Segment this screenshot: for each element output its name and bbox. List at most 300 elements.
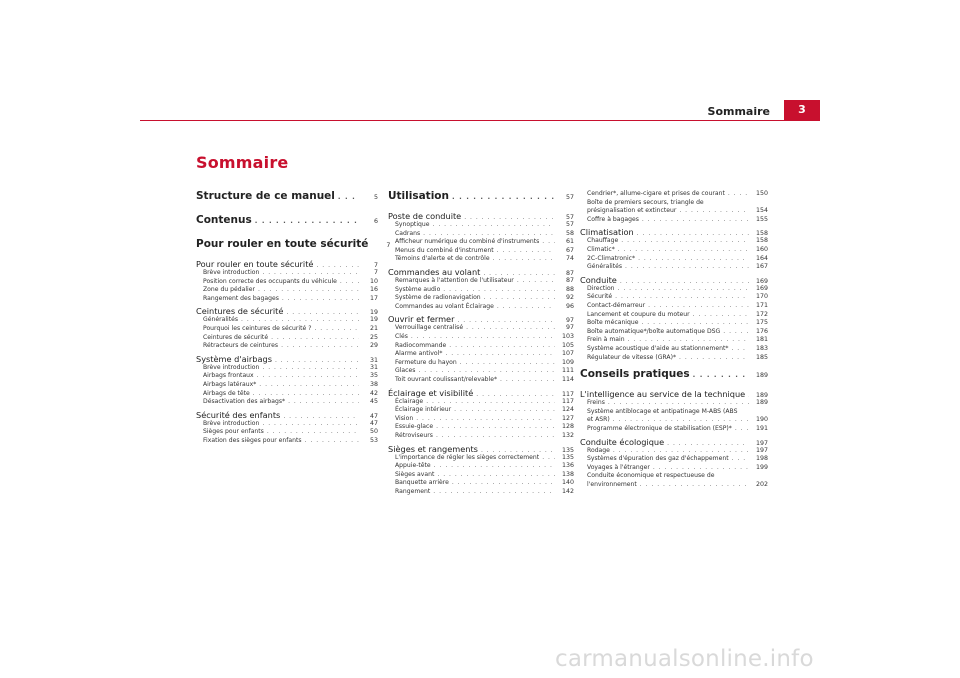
toc-entry-section[interactable] bbox=[587, 199, 768, 216]
toc-leader-dots bbox=[642, 216, 749, 223]
toc-entry-section[interactable] bbox=[196, 390, 378, 397]
toc-entry-page: 57 bbox=[565, 194, 574, 201]
toc-entry-section[interactable] bbox=[580, 425, 768, 432]
toc-entry-label: Désactivation des airbags* bbox=[203, 398, 286, 406]
toc-entry-label: Rétracteurs de ceintures bbox=[203, 342, 279, 350]
toc-entry-label: Synoptique bbox=[395, 221, 430, 228]
toc-entry-label: Remarques à l'attention de l'utilisateur bbox=[395, 277, 514, 284]
toc-leader-dots bbox=[732, 455, 749, 462]
toc-leader-dots bbox=[436, 432, 555, 439]
toc-entry-label: Pour rouler en toute sécurité bbox=[196, 259, 314, 269]
toc-entry-section[interactable] bbox=[196, 286, 378, 293]
toc-entry-page: 136 bbox=[561, 462, 574, 470]
toc-entry-label: 2C-Climatronic* bbox=[587, 254, 636, 262]
toc-entry-section[interactable] bbox=[388, 398, 574, 405]
toc-entry-chapter[interactable] bbox=[196, 410, 378, 420]
toc-leader-dots bbox=[500, 376, 555, 383]
toc-entry-label: Appuie-tête bbox=[395, 462, 431, 470]
toc-entry-label: Chauffage bbox=[587, 237, 619, 245]
toc-entry-label: Généralités bbox=[203, 316, 239, 324]
toc-entry-label: Sièges avant bbox=[395, 470, 435, 478]
toc-leader-dots bbox=[621, 237, 749, 244]
toc-entry-page: 57 bbox=[565, 221, 574, 228]
toc-leader-dots bbox=[542, 454, 555, 461]
toc-entry-label: Pour rouler en toute sécurité bbox=[196, 238, 369, 250]
toc-entry-section[interactable] bbox=[196, 325, 378, 332]
toc-entry-page: 19 bbox=[369, 316, 378, 324]
toc-leader-dots bbox=[433, 488, 555, 495]
toc-entry-label: Zone du pédalier bbox=[203, 286, 255, 294]
toc-entry-label: L'importance de régler les sièges correctement bbox=[395, 453, 540, 461]
toc-entry-section[interactable] bbox=[580, 464, 768, 471]
toc-leader-dots bbox=[731, 345, 749, 352]
toc-entry-label: Rétroviseurs bbox=[395, 432, 433, 439]
toc-leader-dots bbox=[464, 211, 555, 221]
toc-leader-dots bbox=[497, 303, 555, 310]
toc-leader-dots bbox=[449, 342, 555, 349]
toc-leader-dots bbox=[282, 295, 359, 302]
toc-entry-label: Conseils pratiques bbox=[580, 368, 690, 381]
toc-entry-label: Airbags latéraux* bbox=[203, 381, 257, 388]
toc-entry-section[interactable] bbox=[388, 462, 574, 469]
toc-leader-dots bbox=[262, 364, 359, 371]
toc-entry-part[interactable] bbox=[196, 190, 378, 202]
toc-leader-dots bbox=[275, 354, 359, 364]
toc-leader-dots bbox=[748, 389, 749, 399]
toc-entry-section[interactable] bbox=[388, 471, 574, 478]
toc-entry-page: 87 bbox=[565, 270, 574, 277]
toc-leader-dots bbox=[679, 354, 749, 361]
toc-entry-label: Clés bbox=[395, 333, 408, 340]
toc-entry-part[interactable] bbox=[196, 214, 378, 226]
toc-entry-section[interactable] bbox=[196, 316, 378, 323]
toc-entry-chapter[interactable] bbox=[388, 211, 574, 221]
toc-entry-label: L'intelligence au service de la technique bbox=[580, 389, 746, 400]
toc-entry-label: Vision bbox=[395, 414, 414, 422]
toc-leader-dots bbox=[638, 255, 749, 262]
toc-entry-page: 189 bbox=[755, 392, 768, 400]
toc-leader-dots bbox=[253, 390, 359, 397]
toc-entry-section[interactable] bbox=[580, 237, 768, 244]
toc-leader-dots bbox=[262, 420, 359, 427]
toc-entry-label: Système acoustique d'aide au stationnement* bbox=[587, 345, 729, 352]
toc-entry-section[interactable] bbox=[587, 472, 768, 489]
toc-entry-page: 189 bbox=[755, 372, 768, 380]
toc-entry-page: 107 bbox=[561, 350, 574, 358]
toc-entry-label: et ASR) bbox=[587, 416, 610, 424]
toc-entry-label: Éclairage bbox=[395, 397, 424, 405]
toc-entry-page: 197 bbox=[755, 439, 768, 447]
toc-entry-page: 155 bbox=[755, 215, 768, 223]
toc-entry-page: 142 bbox=[561, 488, 574, 495]
toc-entry-part[interactable] bbox=[196, 238, 391, 250]
toc-entry-section[interactable] bbox=[388, 376, 574, 383]
toc-entry-label: Conduite économique et respectueuse de bbox=[587, 472, 715, 480]
toc-entry-section[interactable] bbox=[196, 364, 378, 371]
toc-entry-label: Rangement des bagages bbox=[203, 294, 279, 302]
toc-entry-label: Toit ouvrant coulissant/relevable* bbox=[395, 376, 498, 383]
toc-entry-section[interactable] bbox=[388, 350, 574, 357]
toc-entry-label: Fixation des sièges pour enfants bbox=[203, 437, 302, 444]
toc-entry-label: l'environnement bbox=[587, 480, 637, 488]
toc-entry-section[interactable] bbox=[580, 311, 768, 318]
toc-entry-label: Climatic* bbox=[587, 246, 615, 253]
toc-entry-page: 150 bbox=[755, 190, 768, 197]
toc-entry-section[interactable] bbox=[388, 277, 574, 284]
toc-entry-label: Airbags frontaux bbox=[203, 372, 254, 380]
toc-entry-page: 97 bbox=[565, 317, 574, 325]
toc-entry-page: 114 bbox=[561, 376, 574, 383]
toc-leader-dots bbox=[460, 359, 555, 366]
toc-entry-section[interactable] bbox=[196, 334, 378, 341]
toc-leader-dots bbox=[618, 246, 749, 253]
toc-entry-section[interactable] bbox=[388, 286, 574, 293]
toc-entry-page: 132 bbox=[561, 432, 574, 439]
toc-entry-page: 57 bbox=[565, 214, 574, 221]
toc-entry-page: 25 bbox=[369, 333, 378, 341]
toc-entry-chapter[interactable] bbox=[388, 267, 574, 277]
toc-leader-dots bbox=[723, 328, 749, 335]
toc-entry-section[interactable] bbox=[388, 221, 574, 228]
toc-leader-dots bbox=[693, 368, 749, 380]
toc-entry-page: 7 bbox=[373, 262, 378, 269]
toc-entry-page: 111 bbox=[561, 367, 574, 375]
toc-leader-dots bbox=[423, 230, 555, 237]
toc-entry-page: 35 bbox=[369, 372, 378, 380]
toc-entry-label: Ouvrir et fermer bbox=[388, 314, 455, 325]
toc-entry-section[interactable] bbox=[196, 372, 378, 379]
toc-entry-label: Banquette arrière bbox=[395, 479, 449, 487]
toc-leader-dots bbox=[625, 263, 749, 270]
toc-entry-page: 169 bbox=[755, 277, 768, 285]
toc-entry-section[interactable] bbox=[388, 367, 574, 374]
toc-entry-section[interactable] bbox=[388, 479, 574, 486]
toc-leader-dots bbox=[445, 350, 555, 357]
toc-entry-section[interactable] bbox=[388, 230, 574, 237]
toc-entry-chapter[interactable] bbox=[388, 388, 574, 398]
toc-entry-section[interactable] bbox=[388, 454, 574, 461]
toc-entry-section[interactable] bbox=[196, 295, 378, 302]
toc-entry-section[interactable] bbox=[580, 336, 768, 343]
toc-entry-page: 189 bbox=[755, 399, 768, 407]
toc-entry-section[interactable] bbox=[196, 342, 378, 349]
toc-entry-page: 198 bbox=[755, 455, 768, 463]
toc-entry-section[interactable] bbox=[388, 342, 574, 349]
toc-entry-label: Ceintures de sécurité bbox=[203, 333, 269, 341]
toc-entry-section[interactable] bbox=[580, 328, 768, 335]
toc-entry-label: Frein à main bbox=[587, 336, 625, 344]
toc-entry-page: 16 bbox=[369, 286, 378, 294]
toc-leader-dots bbox=[411, 333, 555, 340]
toc-leader-dots bbox=[620, 275, 749, 285]
toc-entry-page: 124 bbox=[561, 406, 574, 414]
toc-entry-page: 202 bbox=[755, 480, 768, 488]
toc-leader-dots bbox=[679, 207, 749, 216]
toc-entry-label: Utilisation bbox=[388, 190, 449, 202]
toc-entry-page: 176 bbox=[755, 327, 768, 335]
toc-leader-dots bbox=[637, 227, 749, 237]
toc-entry-label: Structure de ce manuel bbox=[196, 190, 335, 202]
toc-leader-dots bbox=[735, 425, 749, 432]
toc-entry-section[interactable] bbox=[580, 216, 768, 223]
toc-entry-section[interactable] bbox=[196, 437, 378, 444]
toc-leader-dots bbox=[271, 334, 359, 341]
toc-entry-section[interactable] bbox=[580, 255, 768, 262]
toc-leader-dots bbox=[286, 306, 359, 316]
toc-entry-section[interactable] bbox=[580, 293, 768, 300]
toc-entry-page: 140 bbox=[561, 479, 574, 487]
toc-entry-part[interactable] bbox=[388, 190, 574, 202]
toc-leader-dots bbox=[416, 415, 555, 422]
toc-entry-page: 42 bbox=[369, 389, 378, 397]
toc-entry-page: 67 bbox=[565, 246, 574, 254]
toc-entry-page: 135 bbox=[561, 446, 574, 454]
toc-entry-chapter[interactable] bbox=[196, 306, 378, 316]
toc-entry-section[interactable] bbox=[388, 294, 574, 301]
toc-leader-dots bbox=[618, 285, 749, 292]
toc-entry-section[interactable] bbox=[196, 398, 378, 405]
page-number-box bbox=[784, 100, 820, 120]
toc-entry-page: 154 bbox=[755, 207, 768, 215]
toc-entry-page: 175 bbox=[755, 319, 768, 327]
toc-entry-label: Direction bbox=[587, 284, 615, 292]
toc-leader-dots bbox=[452, 190, 555, 202]
toc-entry-label: Système audio bbox=[395, 285, 441, 293]
toc-leader-dots bbox=[457, 314, 555, 324]
toc-entry-label: Position correcte des occupants du véhicule bbox=[203, 277, 337, 285]
toc-entry-label: Boîte de premiers secours, triangle de bbox=[587, 198, 704, 206]
toc-entry-page: 109 bbox=[561, 358, 574, 366]
toc-entry-section[interactable] bbox=[580, 399, 768, 406]
toc-entry-section[interactable] bbox=[580, 246, 768, 253]
toc-entry-page: 74 bbox=[565, 255, 574, 263]
toc-entry-label: Cendrier*, allume-cigare et prises de courant bbox=[587, 190, 725, 197]
toc-entry-section[interactable] bbox=[580, 319, 768, 326]
toc-leader-dots bbox=[262, 269, 359, 276]
toc-leader-dots bbox=[484, 294, 555, 301]
toc-leader-dots bbox=[288, 398, 359, 405]
toc-entry-label: Fermeture du hayon bbox=[395, 358, 457, 366]
toc-entry-label: Système d'airbags bbox=[196, 353, 272, 364]
toc-entry-page: 19 bbox=[369, 309, 378, 317]
toc-entry-label: Sièges et rangements bbox=[388, 443, 478, 454]
toc-entry-chapter[interactable] bbox=[196, 354, 378, 364]
toc-leader-dots bbox=[454, 406, 555, 413]
toc-entry-chapter[interactable] bbox=[580, 275, 768, 285]
toc-entry-section[interactable] bbox=[196, 428, 378, 435]
toc-entry-section[interactable] bbox=[580, 447, 768, 454]
toc-entry-page: 61 bbox=[565, 238, 574, 246]
toc-entry-page: 158 bbox=[755, 230, 768, 238]
toc-entry-page: 103 bbox=[561, 333, 574, 340]
toc-entry-page: 38 bbox=[369, 381, 378, 388]
toc-leader-dots bbox=[667, 437, 749, 447]
toc-entry-section[interactable] bbox=[580, 285, 768, 292]
toc-leader-dots bbox=[283, 410, 359, 420]
toc-leader-dots bbox=[497, 247, 555, 254]
toc-entry-page: 17 bbox=[369, 294, 378, 302]
toc-leader-dots bbox=[443, 286, 555, 293]
toc-entry-section[interactable] bbox=[388, 415, 574, 422]
toc-entry-page: 158 bbox=[755, 237, 768, 245]
toc-entry-section[interactable] bbox=[388, 324, 574, 331]
toc-leader-dots bbox=[493, 255, 555, 262]
toc-entry-section[interactable] bbox=[580, 263, 768, 270]
toc-leader-dots bbox=[436, 423, 555, 430]
toc-entry-section[interactable] bbox=[580, 345, 768, 352]
toc-leader-dots bbox=[259, 381, 359, 388]
toc-entry-label: Sièges pour enfants bbox=[203, 428, 264, 436]
toc-entry-label: Contact-démarreur bbox=[587, 302, 646, 309]
toc-entry-page: 170 bbox=[755, 293, 768, 301]
toc-entry-page: 31 bbox=[369, 363, 378, 371]
toc-leader-dots bbox=[434, 462, 555, 469]
toc-entry-page: 167 bbox=[755, 263, 768, 271]
toc-entry-page: 87 bbox=[565, 277, 574, 284]
toc-entry-page: 190 bbox=[755, 416, 768, 424]
toc-entry-chapter[interactable] bbox=[580, 389, 768, 399]
toc-entry-label: Commandes au volant bbox=[388, 267, 481, 277]
toc-entry-page: 10 bbox=[369, 277, 378, 285]
toc-leader-dots bbox=[728, 190, 749, 197]
toc-entry-chapter[interactable] bbox=[388, 314, 574, 324]
toc-entry-section[interactable] bbox=[580, 455, 768, 462]
toc-entry-page: 117 bbox=[561, 397, 574, 405]
toc-entry-section[interactable] bbox=[388, 255, 574, 262]
toc-entry-label: présignalisation et extincteur bbox=[587, 207, 677, 215]
toc-entry-label: Glaces bbox=[395, 367, 416, 375]
toc-leader-dots bbox=[267, 428, 359, 435]
toc-entry-label: Freins bbox=[587, 399, 605, 407]
header-rule bbox=[140, 120, 820, 121]
toc-entry-label: Afficheur numérique du combiné d'instruments bbox=[395, 238, 540, 246]
toc-entry-page: 164 bbox=[755, 254, 768, 262]
toc-entry-label: Programme électronique de stabilisation (ESP)* bbox=[587, 425, 732, 432]
toc-entry-section[interactable] bbox=[388, 303, 574, 310]
toc-entry-page: 50 bbox=[369, 428, 378, 436]
toc-entry-label: Éclairage intérieur bbox=[395, 406, 452, 414]
page-title: Sommaire bbox=[196, 153, 289, 172]
toc-entry-section[interactable] bbox=[388, 333, 574, 340]
toc-entry-page: 171 bbox=[755, 302, 768, 309]
toc-entry-page: 96 bbox=[565, 302, 574, 310]
toc-leader-dots bbox=[338, 190, 359, 202]
toc-entry-page: 7 bbox=[373, 269, 378, 276]
toc-entry-page: 172 bbox=[755, 310, 768, 318]
toc-entry-page: 6 bbox=[373, 218, 378, 225]
toc-entry-section[interactable] bbox=[580, 354, 768, 361]
toc-entry-page: 199 bbox=[755, 463, 768, 471]
toc-entry-label: Rangement bbox=[395, 488, 431, 495]
toc-entry-section[interactable] bbox=[388, 238, 574, 245]
toc-entry-chapter[interactable] bbox=[580, 437, 768, 447]
toc-leader-dots bbox=[281, 342, 359, 349]
toc-entry-page: 127 bbox=[561, 414, 574, 422]
toc-entry-page: 191 bbox=[755, 425, 768, 432]
toc-entry-page: 185 bbox=[755, 353, 768, 361]
toc-entry-section[interactable] bbox=[388, 406, 574, 413]
toc-leader-dots bbox=[476, 388, 555, 398]
toc-entry-label: Radiocommande bbox=[395, 341, 447, 349]
toc-leader-dots bbox=[641, 319, 749, 326]
toc-entry-label: Contenus bbox=[196, 214, 252, 226]
toc-entry-label: Sécurité bbox=[587, 293, 613, 301]
toc-entry-label: Rodage bbox=[587, 446, 610, 454]
toc-entry-page: 31 bbox=[369, 356, 378, 364]
toc-entry-section[interactable] bbox=[388, 423, 574, 430]
toc-entry-chapter[interactable] bbox=[196, 259, 378, 269]
toc-entry-label: Airbags de tête bbox=[203, 389, 250, 397]
toc-entry-label: Brève introduction bbox=[203, 363, 260, 371]
toc-leader-dots bbox=[418, 367, 555, 374]
toc-entry-label: Alarme antivol* bbox=[395, 350, 443, 358]
toc-entry-label: Brève introduction bbox=[203, 269, 260, 276]
toc-entry-section[interactable] bbox=[580, 190, 768, 197]
toc-entry-label: Systèmes d'épuration des gaz d'échappement bbox=[587, 455, 729, 463]
toc-leader-dots bbox=[517, 277, 555, 284]
toc-leader-dots bbox=[648, 302, 749, 309]
toc-entry-page: 183 bbox=[755, 345, 768, 352]
toc-entry-page: 21 bbox=[369, 325, 378, 332]
toc-entry-label: Pourquoi les ceintures de sécurité ? bbox=[203, 325, 312, 332]
toc-entry-label: Éclairage et visibilité bbox=[388, 387, 474, 398]
toc-entry-section[interactable] bbox=[388, 488, 574, 495]
toc-leader-dots bbox=[628, 336, 749, 343]
toc-entry-label: Régulateur de vitesse (GRA)* bbox=[587, 353, 677, 361]
page-number: 3 bbox=[798, 103, 806, 116]
toc-entry-page: 197 bbox=[755, 446, 768, 454]
toc-entry-page: 5 bbox=[373, 194, 378, 201]
toc-entry-page: 88 bbox=[565, 285, 574, 293]
toc-entry-section[interactable] bbox=[580, 302, 768, 309]
toc-entry-page: 117 bbox=[561, 390, 574, 398]
toc-entry-page: 128 bbox=[561, 423, 574, 431]
toc-entry-chapter[interactable] bbox=[388, 444, 574, 454]
toc-entry-section[interactable] bbox=[196, 420, 378, 427]
toc-entry-page: 169 bbox=[755, 284, 768, 292]
toc-entry-page: 92 bbox=[565, 294, 574, 302]
toc-entry-section[interactable] bbox=[196, 269, 378, 276]
toc-entry-section[interactable] bbox=[388, 432, 574, 439]
toc-entry-section[interactable] bbox=[196, 381, 378, 388]
toc-entry-label: Conduite écologique bbox=[580, 436, 665, 447]
toc-entry-part[interactable] bbox=[580, 368, 768, 380]
toc-leader-dots bbox=[426, 398, 555, 405]
toc-entry-section[interactable] bbox=[587, 408, 768, 425]
toc-entry-chapter[interactable] bbox=[580, 227, 768, 237]
toc-entry-label: Conduite bbox=[580, 274, 617, 285]
toc-entry-section[interactable] bbox=[388, 359, 574, 366]
toc-entry-page: 135 bbox=[561, 453, 574, 461]
toc-entry-label: Verrouillage centralisé bbox=[395, 324, 464, 332]
toc-entry-page: 97 bbox=[565, 324, 574, 332]
watermark: carmanualsonline.info bbox=[555, 646, 814, 672]
toc-leader-dots bbox=[613, 447, 749, 454]
toc-entry-section[interactable] bbox=[388, 247, 574, 254]
toc-leader-dots bbox=[433, 221, 556, 228]
toc-leader-dots bbox=[437, 471, 555, 478]
toc-entry-section[interactable] bbox=[196, 278, 378, 285]
toc-leader-dots bbox=[257, 372, 359, 379]
toc-leader-dots bbox=[653, 464, 749, 471]
toc-entry-label: Système antiblocage et antipatinage M-ABS (ABS bbox=[587, 407, 738, 415]
toc-leader-dots bbox=[542, 238, 555, 245]
toc-entry-label: Système de radionavigation bbox=[395, 294, 481, 302]
toc-leader-dots bbox=[693, 311, 749, 318]
header-title: Sommaire bbox=[707, 105, 770, 118]
toc-leader-dots bbox=[615, 293, 749, 300]
toc-entry-page: 53 bbox=[369, 437, 378, 444]
